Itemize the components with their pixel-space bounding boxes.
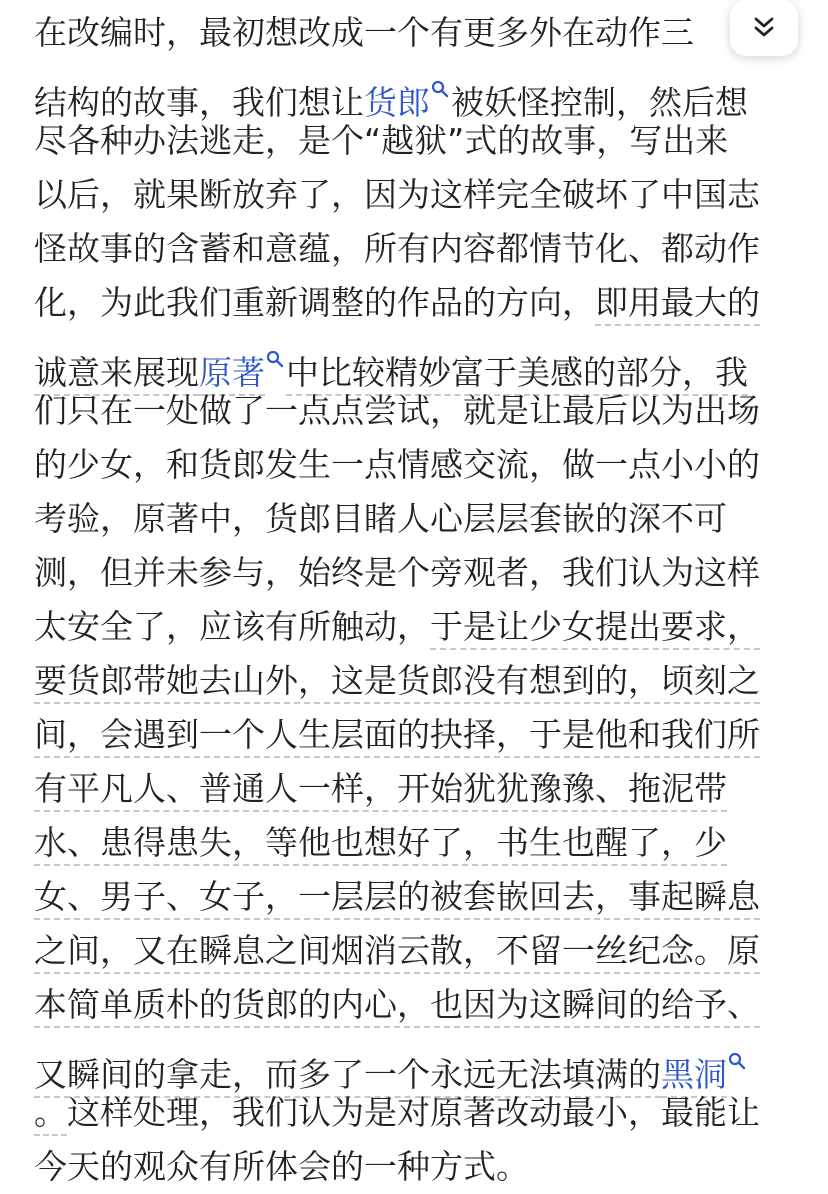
text-segment: 考验，原著中，货郎目睹人心层层套嵌的深不可 [34,499,727,538]
text-segment: 水、患得患失，等他也想好了，书生也醒了，少 [34,823,727,866]
text-segment: 。 [34,1093,67,1136]
text-line [34,114,804,168]
text-line [34,1032,804,1094]
text-line [34,708,804,762]
text-segment: 中比较精妙富于美感的部分，我 [286,353,748,396]
text-line [34,978,804,1032]
text-segment: 于是让少女提出要求， [430,607,760,650]
text-segment: 被妖怪控制，然后想 [451,83,748,122]
text-line [34,924,804,978]
double-chevron-down-icon [751,15,777,41]
text-line [34,222,804,276]
text-line [34,600,804,654]
text-segment: 尽各种办法逃走，是个“越狱”式的故事，写出来 [34,121,729,160]
search-lens-icon[interactable] [431,60,449,78]
text-line [34,870,804,924]
text-line [34,384,804,438]
text-segment: 们只在一处做了一点点尝试，就是让最后以为出场 [34,391,760,430]
text-line [34,546,804,600]
text-segment: 以后，就果断放弃了，因为这样完全破坏了中国志 [34,175,760,214]
text-segment: 今天的观众有所体会的一种方式。 [34,1147,529,1186]
text-segment: 又瞬间的拿走，而多了一个永远无法填满的 [34,1055,661,1098]
text-segment: 结构的故事，我们想让 [34,83,364,122]
text-line [34,168,804,222]
text-segment: 怪故事的含蓄和意蕴，所有内容都情节化、都动作 [34,229,760,268]
text-segment: 之间，又在瞬息之间烟消云散，不留一丝纪念。原 [34,931,760,974]
search-lens-icon[interactable] [728,1032,746,1050]
text-line [34,438,804,492]
text-line [34,276,804,330]
text-segment: 即用最大的 [595,283,760,326]
text-line [34,330,804,392]
text-line [34,654,804,708]
text-segment: 本简单质朴的货郎的内心，也因为这瞬间的给予、 [34,985,760,1028]
text-segment: 测，但并未参与，始终是个旁观者，我们认为这样 [34,553,760,592]
text-segment: 这样处理，我们认为是对原著改动最小，最能让 [67,1093,760,1132]
text-line [34,6,804,60]
text-segment: 间，会遇到一个人生层面的抉择，于是他和我们所 [34,715,760,758]
text-segment: 要货郎带她去山外，这是货郎没有想到的，顷刻之 [34,661,760,704]
text-line [34,492,804,546]
text-segment: 化，为此我们重新调整的作品的方向， [34,283,595,322]
wiki-link[interactable]: 原著 [199,353,265,396]
article-paragraph [34,6,804,1194]
search-lens-icon[interactable] [266,330,284,348]
text-segment: 诚意来展现 [34,353,199,396]
text-segment: 的少女，和货郎发生一点情感交流，做一点小小的 [34,445,760,484]
wiki-link[interactable]: 货郎 [364,83,430,122]
collapse-button[interactable] [730,0,798,56]
text-segment: 太安全了，应该有所触动， [34,607,430,646]
text-line [34,762,804,816]
text-segment: 女、男子、女子，一层层的被套嵌回去，事起瞬息 [34,877,760,920]
text-line [34,816,804,870]
text-segment: 有平凡人、普通人一样，开始犹犹豫豫、拖泥带 [34,769,727,812]
wiki-link[interactable]: 黑洞 [661,1055,727,1098]
text-segment: 在改编时，最初想改成一个有更多外在动作三 [34,13,694,52]
text-line [34,60,804,122]
text-line [34,1086,804,1140]
